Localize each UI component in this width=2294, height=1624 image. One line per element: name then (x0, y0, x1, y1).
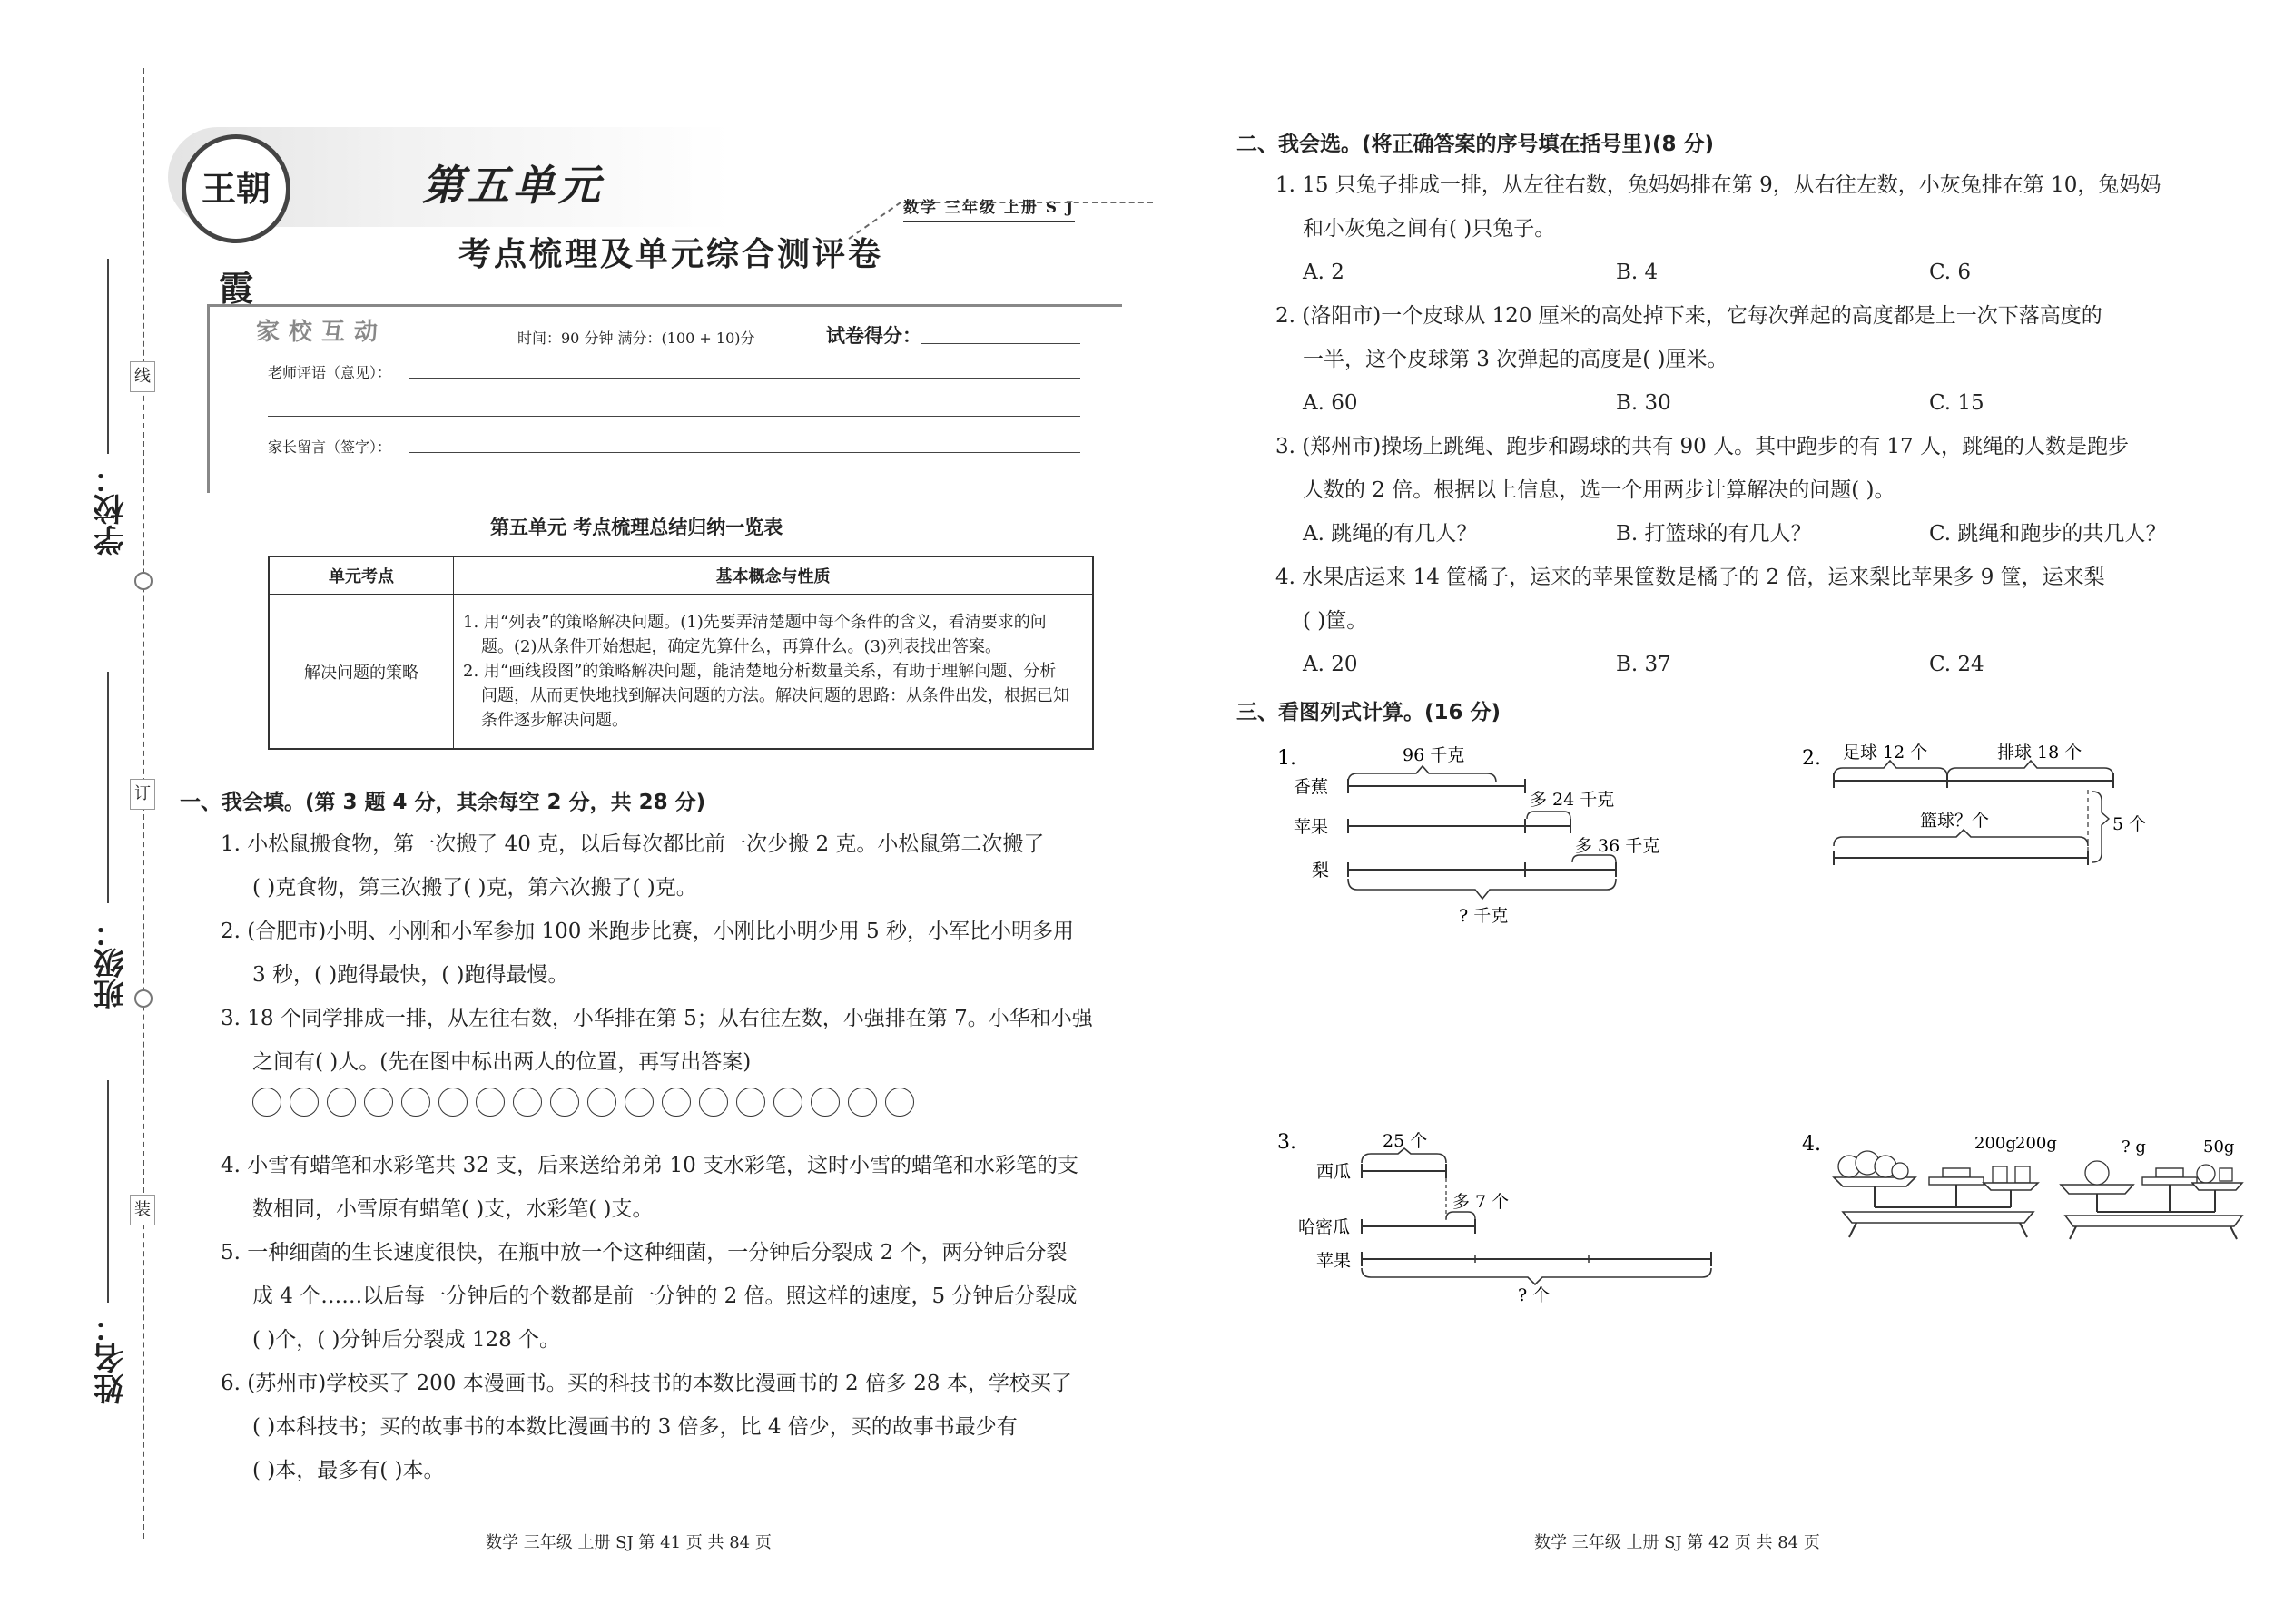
balance-scale-diagram (1793, 1121, 2247, 1294)
diagram-label: 多 36 千克 (1575, 836, 1660, 856)
diagram-label: 5 个 (2112, 814, 2147, 834)
subject-tag: 数学 三年级 上册 S J (903, 194, 1075, 222)
diagram-label: 梨 (1312, 861, 1330, 881)
content-line: 1. 用“列表”的策略解决问题。(1)先要弄清楚题中每个条件的含义，看清要求的问 (463, 613, 1047, 632)
balance-scale-icon (2061, 1161, 2242, 1239)
header-dashed-line (917, 202, 1153, 203)
home-school-title: 家校互动 (256, 319, 388, 346)
question-text: 6. (苏州市)学校买了 200 本漫画书。买的科技书的本数比漫画书的 2 倍多 28 本，学校买了 (221, 1372, 1072, 1395)
option[interactable]: C. 跳绳和跑步的共几人？ (1929, 522, 2167, 546)
table-cell-content (454, 595, 1094, 750)
student-circles[interactable] (252, 1088, 922, 1120)
line-diagram-1 (1266, 735, 1684, 935)
question-text: ( )克食物，第三次搬了( )克，第六次搬了( )克。 (252, 876, 697, 900)
question-text: 2. (洛阳市)一个皮球从 120 厘米的高处掉下来，它每次弹起的高度都是上一次下落高度的 (1275, 304, 2102, 328)
unit-title: 第五单元 (422, 161, 604, 210)
class-field[interactable] (107, 672, 109, 903)
diagram-label: 苹果 (1316, 1251, 1352, 1271)
name-field[interactable] (107, 1080, 109, 1303)
summary-table (268, 556, 1094, 750)
question-text: ( )个，( )分钟后分裂成 128 个。 (252, 1328, 561, 1352)
question-text: 3. (郑州市)操场上跳绳、跑步和踢球的共有 90 人。其中跑步的有 17 人，跳绳的人数是跑步 (1275, 435, 2129, 458)
option[interactable]: A. 2 (1303, 261, 1344, 284)
publisher-logo: 王朝霞 (182, 134, 290, 243)
weight-label: ? g (2122, 1137, 2146, 1156)
option[interactable]: A. 20 (1303, 653, 1358, 676)
question-text: 2. (合肥市)小明、小刚和小军参加 100 米跑步比赛，小刚比小明少用 5 秒，小军比小明多用 (221, 920, 1074, 943)
diagram-label: 篮球？个 (1920, 811, 1990, 831)
question-text: 1. 15 只兔子排成一排，从左往右数，兔妈妈排在第 9，从右往左数，小灰兔排在第 10，兔妈妈 (1275, 173, 2161, 197)
teacher-comment-field[interactable] (268, 416, 1080, 417)
diagram-label: 多 24 千克 (1530, 790, 1615, 810)
score-label: 试卷得分： (826, 325, 921, 347)
diagram-number: 3. (1277, 1131, 1296, 1154)
option[interactable]: B. 打篮球的有几人？ (1616, 522, 1812, 546)
binding-hole-icon (134, 989, 153, 1008)
footer-right: 数学 三年级 上册 SJ 第 42 页 共 84 页 (1534, 1533, 1820, 1552)
weight-label: 200g (2015, 1134, 2057, 1153)
score-field[interactable] (921, 343, 1080, 344)
diagram-label: ? 千克 (1459, 906, 1509, 926)
content-line: 题。(2)从条件开始想起，确定先算什么，再算什么。(3)列表找出答案。 (481, 637, 1001, 656)
time-info: 时间：90 分钟 满分：(100 + 10)分 (517, 330, 755, 347)
summary-title: 第五单元 考点梳理总结归纳一览表 (490, 517, 783, 538)
question-text: 4. 小雪有蜡笔和水彩笔共 32 支，后来送给弟弟 10 支水彩笔，这时小雪的蜡笔和水彩笔的支 (221, 1154, 1079, 1177)
diagram-number: 4. (1802, 1133, 1821, 1156)
table-header: 单元考点 (269, 556, 454, 595)
weight-label: 200g (1974, 1134, 2016, 1153)
teacher-comment-label: 老师评语（意见）： (268, 364, 392, 381)
diagram-label: 足球 12 个 (1843, 743, 1928, 763)
binding-mark: 线 (130, 361, 155, 392)
part2-heading: 二、我会选。(将正确答案的序号填在括号里)(8 分) (1236, 133, 1715, 156)
diagram-label: ? 个 (1518, 1285, 1551, 1303)
diagram-number: 2. (1802, 747, 1821, 770)
diagram-label: 西瓜 (1316, 1162, 1352, 1182)
question-text: 4. 水果店运来 14 筐橘子，运来的苹果筐数是橘子的 2 倍，运来梨比苹果多 9 筐，运来梨 (1275, 566, 2105, 589)
diagram-label: 多 7 个 (1452, 1192, 1510, 1212)
question-text: 数相同，小雪原有蜡笔( )支，水彩笔( )支。 (252, 1197, 654, 1221)
option[interactable]: B. 30 (1616, 391, 1671, 415)
footer-left: 数学 三年级 上册 SJ 第 41 页 共 84 页 (486, 1533, 772, 1552)
question-text: 1. 小松鼠搬食物，第一次搬了 40 克，以后每次都比前一次少搬 2 克。小松鼠第二次搬了 (221, 832, 1045, 856)
balance-scale-icon (1834, 1151, 2038, 1237)
question-text: 一半，这个皮球第 3 次弹起的高度是( )厘米。 (1303, 348, 1728, 371)
diagram-label: 25 个 (1383, 1131, 1428, 1151)
diagram-label: 香蕉 (1294, 777, 1329, 797)
school-label: 学校： (94, 463, 130, 556)
school-field[interactable] (107, 259, 109, 454)
question-text: 和小灰兔之间有( )只兔子。 (1303, 217, 1556, 241)
binding-hole-icon (134, 572, 153, 590)
table-header: 基本概念与性质 (454, 556, 1094, 595)
question-text: ( )本科技书；买的故事书的本数比漫画书的 3 倍多，比 4 倍少，买的故事书最少有 (252, 1415, 1018, 1439)
question-text: 之间有( )人。(先在图中标出两人的位置，再写出答案) (252, 1050, 752, 1074)
diagram-label: 96 千克 (1403, 745, 1465, 765)
line-diagram-2 (1793, 735, 2174, 890)
option[interactable]: B. 37 (1616, 653, 1671, 676)
line-diagram-3 (1266, 1121, 1738, 1303)
binding-mark: 装 (130, 1195, 155, 1225)
diagram-label: 哈密瓜 (1298, 1217, 1351, 1237)
content-line: 条件逐步解决问题。 (481, 711, 628, 730)
diagram-label: 排球 18 个 (1997, 743, 2082, 763)
question-text: 成 4 个……以后每一分钟后的个数都是前一分钟的 2 倍。照这样的速度，5 分钟后分裂成 (252, 1284, 1078, 1308)
teacher-comment-field[interactable] (409, 378, 1080, 379)
question-text: ( )筐。 (1303, 609, 1368, 633)
parent-comment-field[interactable] (409, 452, 1080, 453)
diagram-label: 苹果 (1294, 817, 1329, 837)
weight-label: 50g (2203, 1137, 2235, 1156)
question-text: 3. 18 个同学排成一排，从左往右数，小华排在第 5；从右往左数，小强排在第 7。小华和小强 (221, 1007, 1093, 1030)
name-label: 姓名： (94, 1312, 130, 1404)
question-text: 5. 一种细菌的生长速度很快，在瓶中放一个这种细菌，一分钟后分裂成 2 个，两分钟后分裂 (221, 1241, 1068, 1265)
question-text: ( )本，最多有( )本。 (252, 1459, 445, 1482)
part3-heading: 三、看图列式计算。(16 分) (1236, 701, 1501, 724)
question-text: 3 秒，( )跑得最快，( )跑得最慢。 (252, 963, 569, 987)
binding-mark: 订 (130, 779, 155, 810)
option[interactable]: C. 6 (1929, 261, 1972, 284)
option[interactable]: B. 4 (1616, 261, 1659, 284)
class-label: 班级： (94, 917, 130, 1009)
diagram-number: 1. (1277, 747, 1296, 770)
table-cell-topic: 解决问题的策略 (269, 595, 454, 750)
parent-comment-label: 家长留言（签字）： (268, 438, 392, 456)
option[interactable]: A. 跳绳的有几人？ (1303, 522, 1478, 546)
option[interactable]: C. 15 (1929, 391, 1984, 415)
option[interactable]: A. 60 (1303, 391, 1358, 415)
content-line: 2. 用“画线段图”的策略解决问题，能清楚地分析数量关系，有助于理解问题、分析 (463, 662, 1057, 681)
option[interactable]: C. 24 (1929, 653, 1984, 676)
exam-title: 考点梳理及单元综合测评卷 (458, 235, 884, 273)
content-line: 问题，从而更快地找到解决问题的方法。解决问题的思路：从条件出发，根据已知 (481, 686, 1069, 705)
question-text: 人数的 2 倍。根据以上信息，选一个用两步计算解决的问题( )。 (1303, 478, 1895, 502)
part1-heading: 一、我会填。(第 3 题 4 分，其余每空 2 分，共 28 分) (180, 791, 706, 814)
